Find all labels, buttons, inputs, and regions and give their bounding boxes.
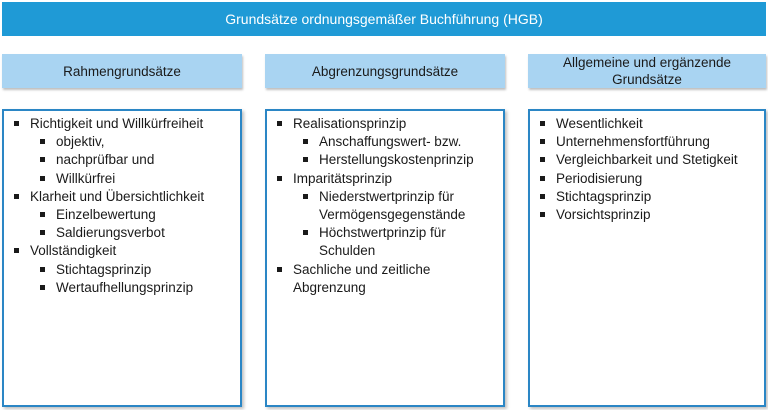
principle-label: Realisationsprinzip: [293, 116, 407, 131]
sub-principle-item: Anschaffungswert- bzw.: [293, 133, 497, 151]
column-header-allgemeine-grundsaetze: Allgemeine und ergänzende Grundsätze: [528, 54, 766, 88]
principle-item: [10, 188, 234, 243]
principle-label: Richtigkeit und Willkürfreiheit: [30, 116, 204, 131]
sub-principle-item: nachprüfbar und: [30, 151, 234, 169]
principle-item: Wesentlichkeit: [536, 115, 758, 133]
principle-list: [536, 115, 758, 224]
principle-label: Klarheit und Übersichtlichkeit: [30, 188, 205, 204]
sub-principle-item: objektiv,: [30, 133, 234, 151]
principle-label: Sachliche und zeitliche Abgrenzung: [293, 261, 431, 295]
column-box-rahmengrundsaetze: [2, 109, 242, 407]
sub-principle-item: Saldierungsverbot: [30, 224, 234, 242]
sub-principle-item: Stichtagsprinzip: [30, 261, 234, 279]
sub-principle-list: [30, 133, 234, 188]
column-box-abgrenzungsgrundsaetze: [265, 109, 505, 407]
diagram-title: Grundsätze ordnungsgemäßer Buchführung (HGB): [2, 2, 766, 36]
principle-item: Vergleichbarkeit und Stetigkeit: [536, 151, 758, 169]
principle-item: Vorsichtsprinzip: [536, 206, 758, 224]
sub-principle-item: Herstellungskostenprinzip: [293, 151, 497, 169]
principle-label: Vollständigkeit: [30, 243, 117, 259]
column-box-allgemeine-grundsaetze: [528, 109, 766, 407]
principle-item: [273, 170, 497, 261]
sub-principle-item: Niederstwertprinzip für Vermögensgegenstände: [293, 188, 497, 224]
principle-item: [10, 115, 234, 188]
principle-item: [10, 242, 234, 297]
sub-principle-item: Willkürfrei: [30, 170, 234, 188]
sub-principle-list: [293, 133, 497, 169]
sub-principle-item: Wertaufhellungsprinzip: [30, 279, 234, 297]
sub-principle-list: [30, 206, 234, 242]
principle-item: Stichtagsprinzip: [536, 188, 758, 206]
principle-item: [273, 115, 497, 170]
principle-item: Unternehmensfortführung: [536, 133, 758, 151]
sub-principle-item: Einzelbewertung: [30, 206, 234, 224]
principle-item: [273, 261, 497, 297]
principle-list: [273, 115, 497, 297]
principle-item: Periodisierung: [536, 170, 758, 188]
principle-label: Imparitätsprinzip: [293, 170, 393, 186]
sub-principle-item: Höchstwertprinzip für Schulden: [293, 224, 497, 260]
sub-principle-list: [30, 261, 234, 297]
column-header-abgrenzungsgrundsaetze: Abgrenzungsgrundsätze: [265, 54, 505, 88]
principle-list: [10, 115, 234, 297]
sub-principle-list: [293, 188, 497, 261]
column-header-rahmengrundsaetze: Rahmengrundsätze: [2, 54, 242, 88]
